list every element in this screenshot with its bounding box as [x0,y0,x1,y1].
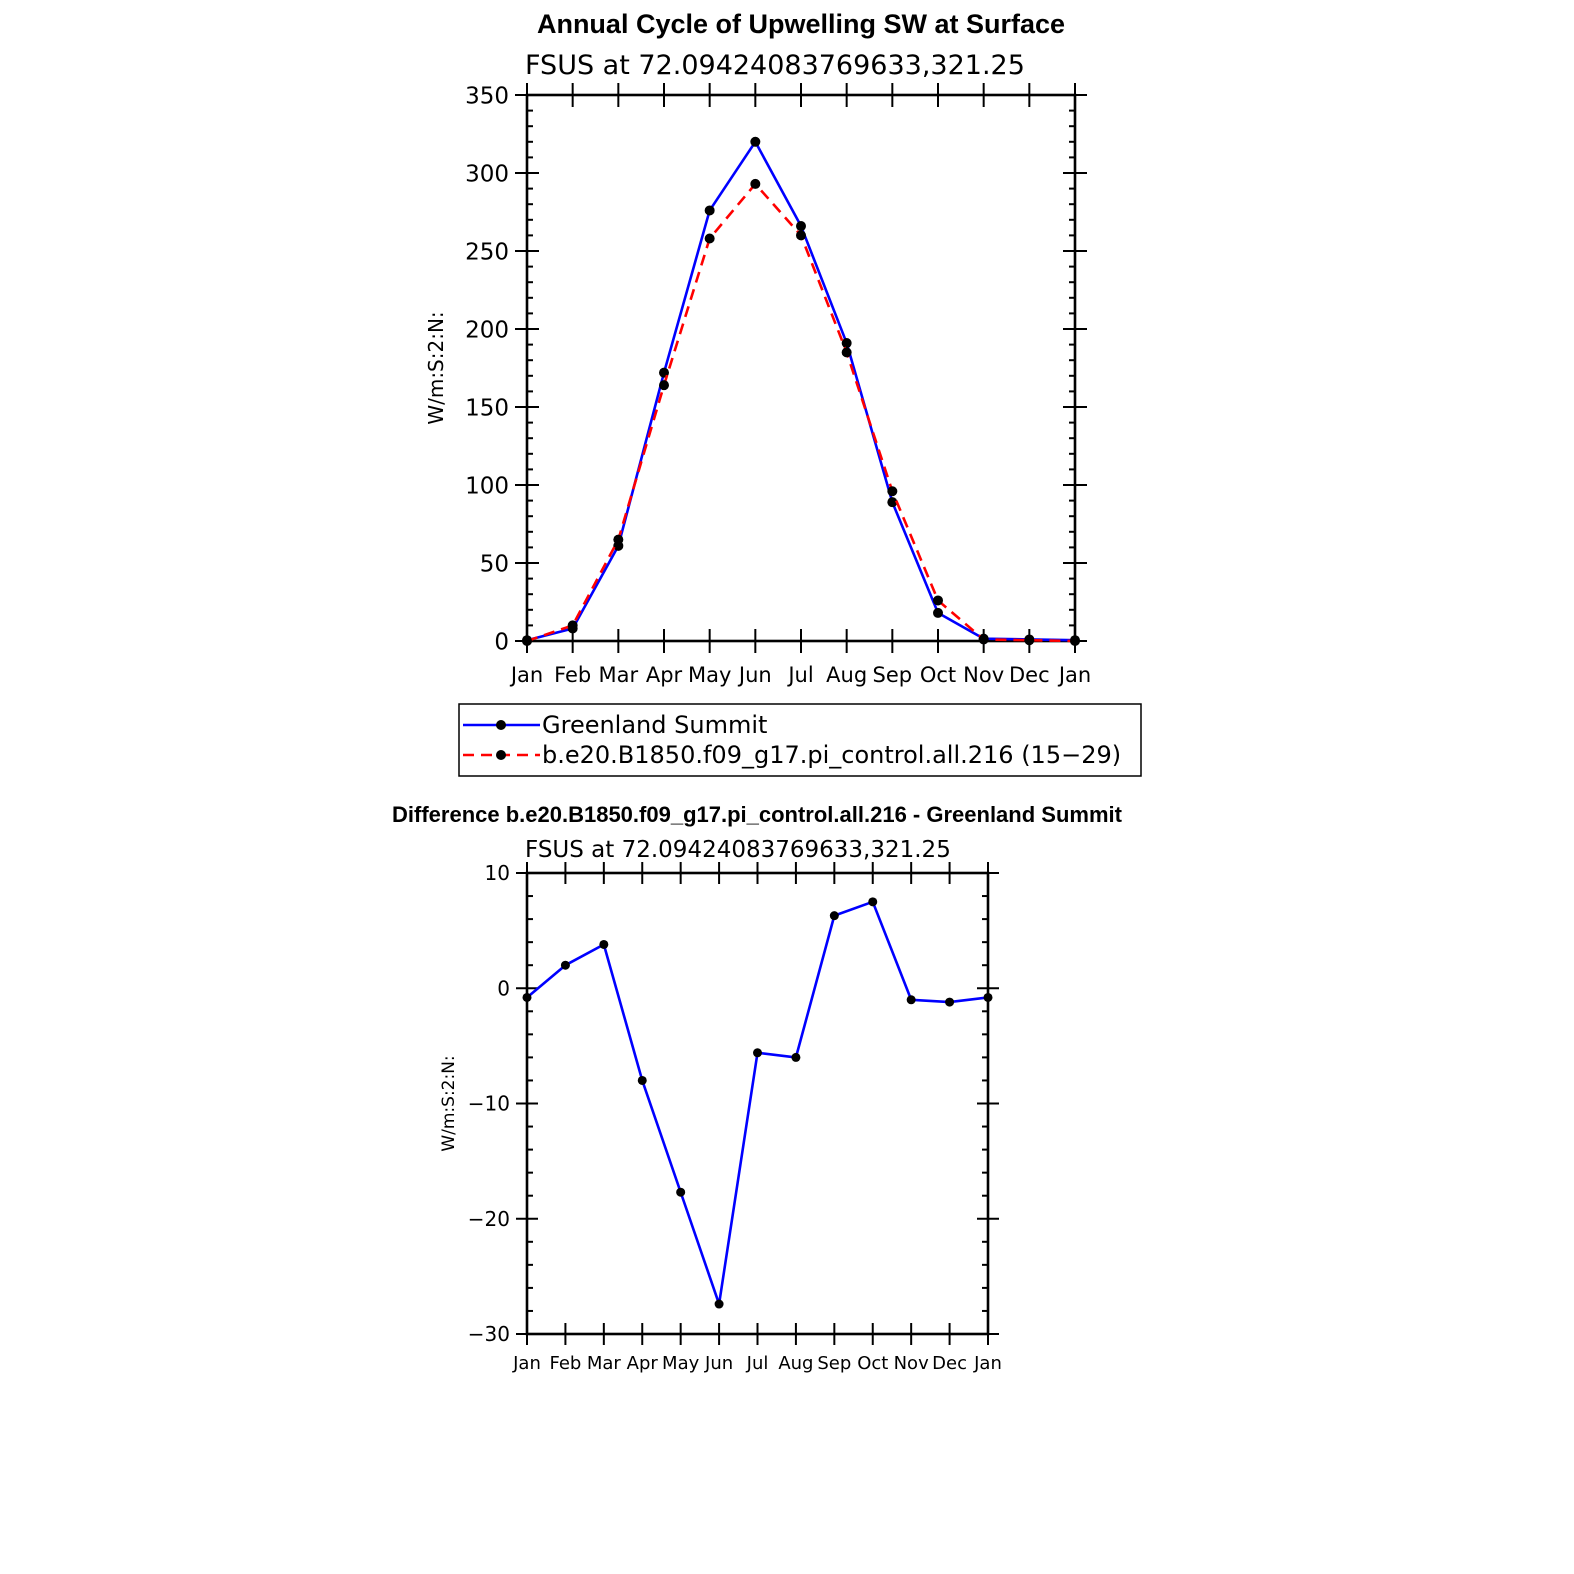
data-point [561,961,570,970]
series-line-0 [527,902,988,1304]
x-tick-label: Feb [554,663,592,687]
y-axis-label: W/m:S:2:N: [439,1055,459,1152]
data-point [599,940,608,949]
data-point [613,535,623,545]
x-tick-label: Jan [1058,663,1092,687]
data-point [979,634,989,644]
data-point [933,595,943,605]
data-point [887,486,897,496]
chart-title: Annual Cycle of Upwelling SW at Surface [536,9,1066,39]
data-point [842,347,852,357]
data-point [750,179,760,189]
data-point [868,897,877,906]
data-point [750,137,760,147]
x-tick-label: Aug [826,663,868,687]
x-tick-label: Nov [963,663,1005,687]
y-tick-label: 250 [465,239,509,266]
x-tick-label: Dec [932,1353,968,1374]
x-tick-label: Feb [549,1353,582,1374]
data-point [753,1048,762,1057]
difference-chart [392,802,1123,1374]
y-tick-label: 50 [479,551,509,578]
chart-subtitle: FSUS at 72.09424083769633,321.25 [525,837,951,863]
plot-frame [527,95,1075,641]
data-point [705,205,715,215]
y-tick-label: −30 [467,1322,510,1347]
plot-frame [527,873,988,1334]
x-tick-label: Sep [872,663,913,687]
data-point [715,1300,724,1309]
y-tick-label: 0 [497,976,510,1001]
data-point [945,998,954,1007]
legend-label: b.e20.B1850.f09_g17.pi_control.all.216 (15−29) [542,741,1122,769]
y-tick-label: −20 [467,1206,510,1231]
x-tick-label: Nov [893,1353,929,1374]
x-tick-label: Apr [645,663,683,687]
x-tick-label: Jan [510,663,544,687]
x-tick-label: Mar [586,1353,621,1374]
x-tick-label: Dec [1009,663,1050,687]
data-point [1024,635,1034,645]
series-line-1 [527,184,1075,641]
y-tick-label: 0 [494,629,509,656]
x-tick-label: Jan [974,1353,1002,1374]
x-tick-label: May [662,1353,700,1374]
x-tick-label: Apr [626,1353,658,1374]
data-point [1070,636,1080,646]
data-point [522,636,532,646]
data-point [676,1188,685,1197]
data-point [907,995,916,1004]
y-tick-label: 150 [465,395,509,422]
data-point [796,230,806,240]
x-tick-label: Sep [817,1353,852,1374]
x-tick-label: Aug [778,1353,814,1374]
data-point [830,911,839,920]
data-point [523,993,532,1002]
x-tick-label: Jul [788,663,814,687]
y-tick-label: 200 [465,317,509,344]
series-line-0 [527,142,1075,640]
data-point [638,1076,647,1085]
x-tick-label: May [687,663,732,687]
chart-subtitle: FSUS at 72.09424083769633,321.25 [525,50,1025,81]
data-point [842,338,852,348]
y-axis-label: W/m:S:2:N: [424,311,448,425]
x-tick-label: Jun [738,663,772,687]
data-point [933,608,943,618]
legend-marker [496,750,506,760]
annual-cycle-legend [459,704,1141,776]
data-point [659,380,669,390]
y-tick-label: 10 [484,861,510,886]
x-tick-label: Jan [513,1353,541,1374]
legend-label: Greenland Summit [542,711,768,739]
legend-marker [496,720,506,730]
y-tick-label: −10 [467,1091,510,1116]
data-point [984,993,993,1002]
x-tick-label: Oct [919,663,957,687]
y-tick-label: 350 [465,83,509,110]
x-tick-label: Oct [857,1353,889,1374]
data-point [705,234,715,244]
x-tick-label: Mar [598,663,639,687]
y-tick-label: 300 [465,161,509,188]
x-tick-label: Jul [746,1353,769,1374]
data-point [791,1053,800,1062]
data-point [568,620,578,630]
data-point [796,221,806,231]
y-tick-label: 100 [465,473,509,500]
x-tick-label: Jun [705,1353,734,1374]
annual-cycle-chart [424,9,1091,687]
chart-title: Difference b.e20.B1850.f09_g17.pi_control.all.216 - Greenland Summit [392,802,1122,827]
